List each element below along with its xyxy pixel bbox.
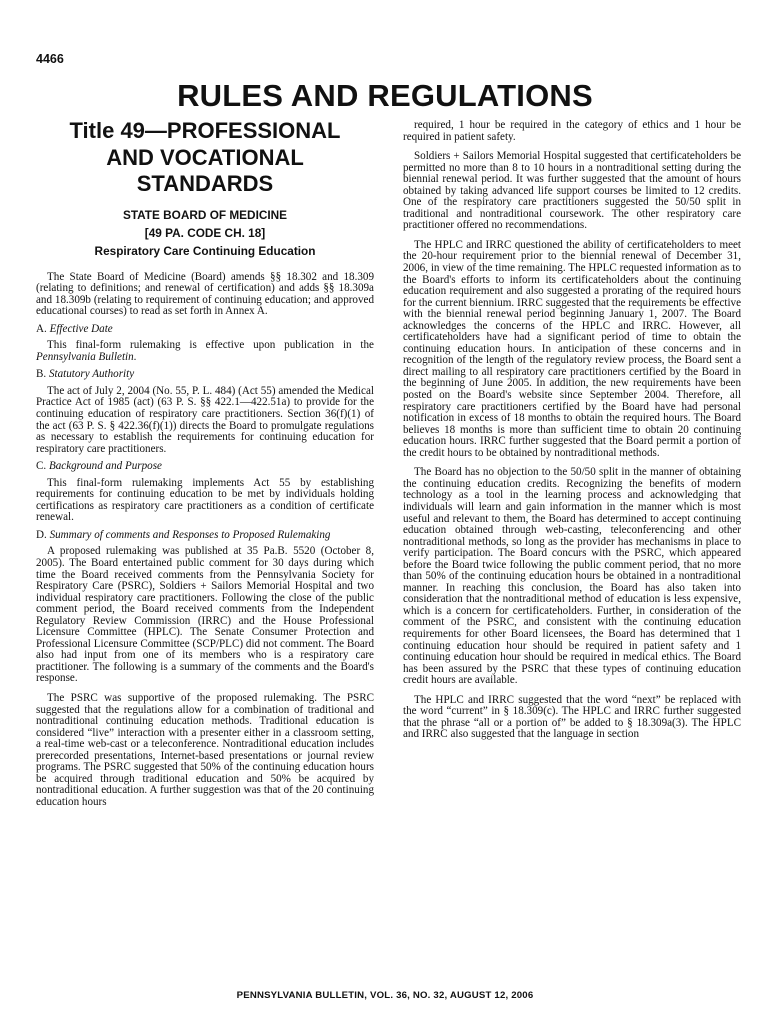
section-d-label: D. xyxy=(36,528,47,541)
section-banner: RULES AND REGULATIONS xyxy=(177,78,593,113)
section-c-title: Background and Purpose xyxy=(48,460,162,473)
section-a-text-pre: This final-form rulemaking is effective upon publication in the xyxy=(47,339,374,352)
section-b-heading xyxy=(36,369,374,381)
section-c-text: This final-form rulemaking implements Act 55 by establishing requirements for continuing education to be met by individuals holding certifications as respiratory care practitioners as a condition of certificate renewal. xyxy=(36,476,374,524)
section-d-title: Summary of comments and Responses to Proposed Rulemaking xyxy=(49,528,331,541)
section-b-title: Statutory Authority xyxy=(48,368,135,381)
section-a-text-post: . xyxy=(133,350,137,363)
right-paragraph-3: The HPLC and IRRC questioned the ability of certificateholders to meet the 20-hour requirement prior to the biennial renewal of December 31, 2006, in view of the time remaining. The HPLC requested information as to the Board's efforts to inform its certificateholders about the continuing education requirement and also suggested a prorating of the required hours for the current biennium. IRRC suggested that the requirements be effective with the biennial renewal period beginning January 1, 2007. The Board acknowledges the concerns of the HPLC and IRRC. However, all certificateholders have had a significant period of time to obtain the continuing education hours. In anticipation of these concerns and in recognition of the length of the regulatory review process, the Board sent a direct mailing to all respiratory care practitioners certified by the Board in the beginning of June 2005. In addition, the new requirements have been posted on the Board's website since September 2004. Therefore, all respiratory care practitioners certified by the Board have had personal notification in excess of 18 months to obtain the required hours. The Board believes 18 months is more than sufficient time to obtain 20 continuing education hours. IRRC further suggested that the Board permit a portion of the credit hours to be obtained by nontraditional methods. xyxy=(403,238,741,459)
section-a-label: A. xyxy=(36,322,47,335)
intro-paragraph: The State Board of Medicine (Board) amends §§ 18.302 and 18.309 (relating to definitions; and renewal of certification) and adds §§ 18.309a and 18.309b (relating to requirement of continuing education; and approved educational courses) to read as set forth in Annex A. xyxy=(36,270,374,318)
right-paragraph-5: The HPLC and IRRC suggested that the word “next” be replaced with the word “current” in § 18.309(c). The HPLC and IRRC further suggested that the phrase “all or a portion of” be added to § 18.309a(3). The HPLC and IRRC also suggested that the language in section xyxy=(403,693,741,741)
section-c-label: C. xyxy=(36,460,47,473)
section-d-heading xyxy=(36,530,374,542)
section-a-title: Effective Date xyxy=(49,322,113,335)
section-a-heading xyxy=(36,324,374,336)
bulletin-name: Pennsylvania Bulletin xyxy=(36,350,134,363)
page-footer: PENNSYLVANIA BULLETIN, VOL. 36, NO. 32, AUGUST 12, 2006 xyxy=(236,990,534,1001)
right-paragraph-2: Soldiers + Sailors Memorial Hospital suggested that certificateholders be permitted no more than 8 to 10 hours in a nontraditional setting during the biennial renewal period. It was further suggested that the amount of hours obtained by taking advanced life support courses be limited to 12 credits. One of the respiratory care practitioners suggested the 50/50 split in traditional and nontraditional coursework. The other respiratory care practitioner offered no recommendations. xyxy=(403,150,741,232)
code-citation: [49 PA. CODE CH. 18] xyxy=(144,225,266,240)
page-number: 4466 xyxy=(36,52,64,66)
title-line-2: AND VOCATIONAL xyxy=(106,144,304,170)
right-paragraph-1: required, 1 hour be required in the category of ethics and 1 hour be required in patient safety. xyxy=(403,119,741,143)
right-column xyxy=(403,120,741,741)
section-b-text: The act of July 2, 2004 (No. 55, P. L. 484) (Act 55) amended the Medical Practice Act of 1985 (act) (63 P. S. §§ 422.1—422.51a) to provide for the continuing education of respiratory care practitioners. Section 36(f)(1) of the act (63 P. S. § 422.36(f)(1)) directs the Board to promulgate regulations as necessary to establish the requirements for continuing education for respiratory care practitioners. xyxy=(36,384,374,455)
section-d-paragraph-1: A proposed rulemaking was published at 35 Pa.B. 5520 (October 8, 2005). The Board entertained public comment for 30 days during which time the Board received comments from the Pennsylvania Society for Respiratory Care (PSRC), Soldiers + Sailors Memorial Hospital and two individual respiratory care practitioners. Following the close of the public comment period, the Board received comments from the Independent Regulatory Review Commission (IRRC) and the House Professional Licensure Committee (HPLC). The Senate Consumer Protection and Professional Licensure Committee (SCP/PLC) did not comment. The Board also had input from one of its members who is a respiratory care practitioner. The following is a summary of the comments and the Board's response. xyxy=(36,545,374,685)
agency-name: STATE BOARD OF MEDICINE xyxy=(122,207,288,222)
section-c-heading xyxy=(36,461,374,473)
subject-heading: Respiratory Care Continuing Education xyxy=(94,243,316,258)
right-paragraph-4: The Board has no objection to the 50/50 split in the manner of obtaining the continuing education credits. Recognizing the benefits of modern technology as a tool in the learning process and acknowledging that individuals will learn and gain information in the manner which is most useful and relevant to them, the Board has determined to accept continuing education obtained through web-casting, teleconferencing and other nontraditional methods, so long as the provider has mechanisms in place to verify participation. The Board concurs with the PSRC, which appeared before the Board twice following the public comment period, that no more than 50% of the continuing education hours be obtained in a nontraditional manner. In reaching this conclusion, the Board has also taken into consideration that the nontraditional method of education is less expensive, which is a concern for certificateholders. Further, in consideration of the comment of the PSRC, and consistent with the continuing education requirements for other Board licensees, the Board has determined that 1 continuing education hour should be required in patient safety and 1 continuing education hour should be required in medical ethics. The Board has been assured by the PSRC that these types of continuing education credit hours are available. xyxy=(403,466,741,687)
section-d-paragraph-2: The PSRC was supportive of the proposed rulemaking. The PSRC suggested that the regulations allow for a combination of traditional and nontraditional continuing education methods. Traditional education is considered “live” interaction with a presenter either in a classroom setting, a real-time web-cast or a teleconference. Nontraditional education includes prerecorded presentations, Internet-based presentations or journal review programs. The PSRC suggested that 50% of the continuing education hours be acquired through traditional education and 50% be acquired by nontraditional education. A further suggestion was that of the 20 continuing education hours xyxy=(36,692,374,808)
title-line-3: STANDARDS xyxy=(136,171,274,196)
section-b-label: B. xyxy=(36,368,47,381)
left-column xyxy=(36,118,374,808)
title-block xyxy=(36,118,374,260)
section-a-text xyxy=(36,340,374,363)
title-line-1: Title 49—PROFESSIONAL xyxy=(69,118,341,143)
